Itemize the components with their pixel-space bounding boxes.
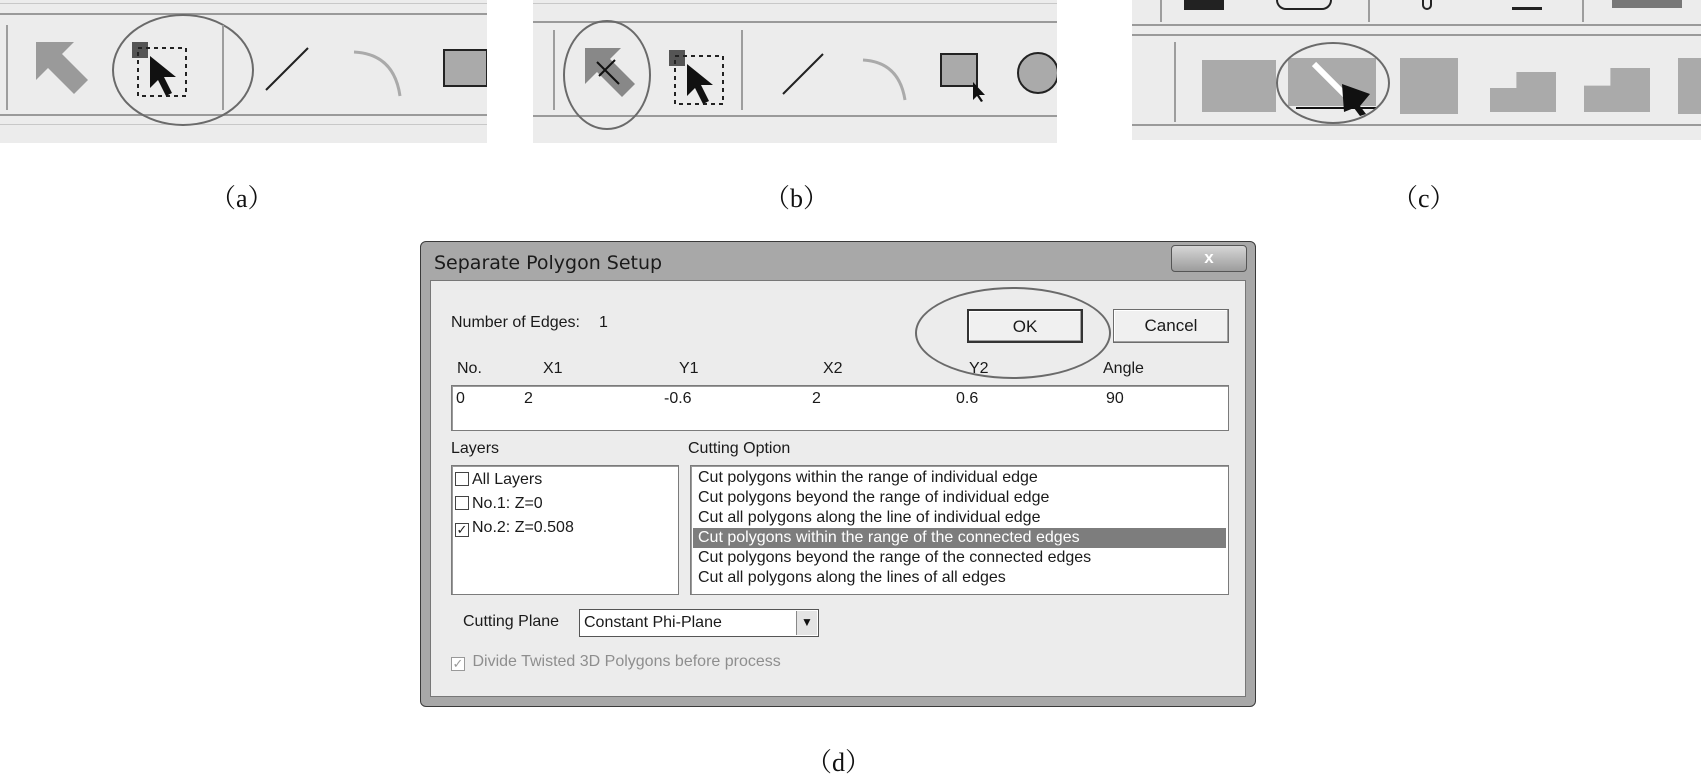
cutting-option-item[interactable]: Cut polygons beyond the range of the connected edges — [698, 549, 1092, 566]
caption-b: （b） — [764, 184, 830, 213]
cutting-option-item[interactable]: Cut all polygons along the lines of all edges — [698, 569, 1006, 586]
col-header-y2: Y2 — [969, 360, 989, 377]
divide-twisted-checkbox-row — [451, 653, 781, 673]
cutting-plane-select[interactable] — [579, 609, 819, 637]
ok-button[interactable]: OK — [967, 309, 1083, 343]
cutting-option-list[interactable] — [690, 465, 1229, 595]
cancel-button[interactable]: Cancel — [1113, 309, 1229, 343]
cutting-plane-label: Cutting Plane — [463, 613, 560, 630]
layers-list[interactable] — [451, 465, 679, 595]
rectangle-tool-icon[interactable] — [939, 52, 989, 102]
dialog-titlebar[interactable] — [421, 242, 1255, 282]
toolbar-panel-a — [0, 0, 487, 143]
select-arrow-icon[interactable] — [34, 40, 90, 96]
cutting-option-label: Cutting Option — [688, 440, 791, 457]
table-cell-y2: 0.6 — [956, 390, 979, 407]
col-header-x1: X1 — [543, 360, 563, 377]
edges-label: Number of Edges: — [451, 314, 580, 331]
cutting-option-item[interactable]: Cut polygons within the range of individual edge — [698, 469, 1038, 486]
highlight-ellipse-c — [1276, 42, 1390, 124]
highlight-ellipse-b — [563, 20, 651, 130]
col-header-angle: Angle — [1103, 360, 1144, 377]
cutting-option-item[interactable]: Cut polygons beyond the range of individual edge — [698, 489, 1050, 506]
cutting-option-item-selected[interactable]: Cut polygons within the range of the connected edges — [693, 528, 1226, 548]
layer-checkbox-2[interactable]: ✓ — [456, 522, 468, 537]
table-cell-angle: 90 — [1106, 390, 1124, 407]
close-icon: x — [1204, 248, 1214, 267]
divide-twisted-checkbox: ✓ — [452, 656, 464, 671]
caption-a: （a） — [210, 184, 274, 213]
table-cell-x2: 2 — [812, 390, 821, 407]
dialog-title: Separate Polygon Setup — [434, 252, 663, 274]
layer-checkbox-all[interactable] — [455, 472, 469, 486]
highlight-ellipse-a — [112, 14, 254, 126]
line-tool-icon[interactable] — [779, 50, 827, 98]
table-cell-y1: -0.6 — [664, 390, 692, 407]
toolbar-panel-b — [533, 0, 1057, 143]
arc-tool-icon[interactable] — [859, 52, 909, 102]
layer-item-all[interactable]: All Layers — [455, 471, 542, 491]
layer-checkbox-1[interactable] — [455, 496, 469, 510]
edges-table[interactable] — [451, 385, 1229, 431]
dialog-client-area — [430, 280, 1246, 697]
line-tool-icon[interactable] — [262, 44, 312, 94]
table-cell-x1: 2 — [524, 390, 533, 407]
col-header-y1: Y1 — [679, 360, 699, 377]
col-header-no: No. — [457, 360, 482, 377]
cutting-plane-value: Constant Phi-Plane — [584, 614, 722, 631]
circle-tool-icon[interactable] — [1015, 50, 1057, 96]
cutting-option-item[interactable]: Cut all polygons along the line of individual edge — [698, 509, 1041, 526]
arc-tool-icon[interactable] — [350, 44, 405, 99]
table-cell-no: 0 — [456, 390, 465, 407]
separate-polygon-dialog — [420, 241, 1256, 707]
toolbar-panel-c — [1132, 0, 1701, 140]
caption-d: （d） — [806, 748, 872, 777]
close-button[interactable] — [1171, 245, 1247, 272]
caption-c: （c） — [1392, 184, 1456, 213]
divide-twisted-label: Divide Twisted 3D Polygons before process — [472, 653, 781, 670]
col-header-x2: X2 — [823, 360, 843, 377]
edges-value: 1 — [599, 314, 608, 331]
layers-label: Layers — [451, 440, 500, 457]
highlight-ellipse-d — [915, 287, 1111, 379]
select-box-arrow-icon[interactable] — [667, 44, 731, 108]
rectangle-tool-icon[interactable] — [442, 48, 487, 88]
chevron-down-icon[interactable]: ▼ — [796, 611, 817, 635]
layer-item-1[interactable]: No.1: Z=0 — [455, 495, 543, 515]
layer-item-2[interactable]: ✓ No.2: Z=0.508 — [456, 519, 574, 537]
